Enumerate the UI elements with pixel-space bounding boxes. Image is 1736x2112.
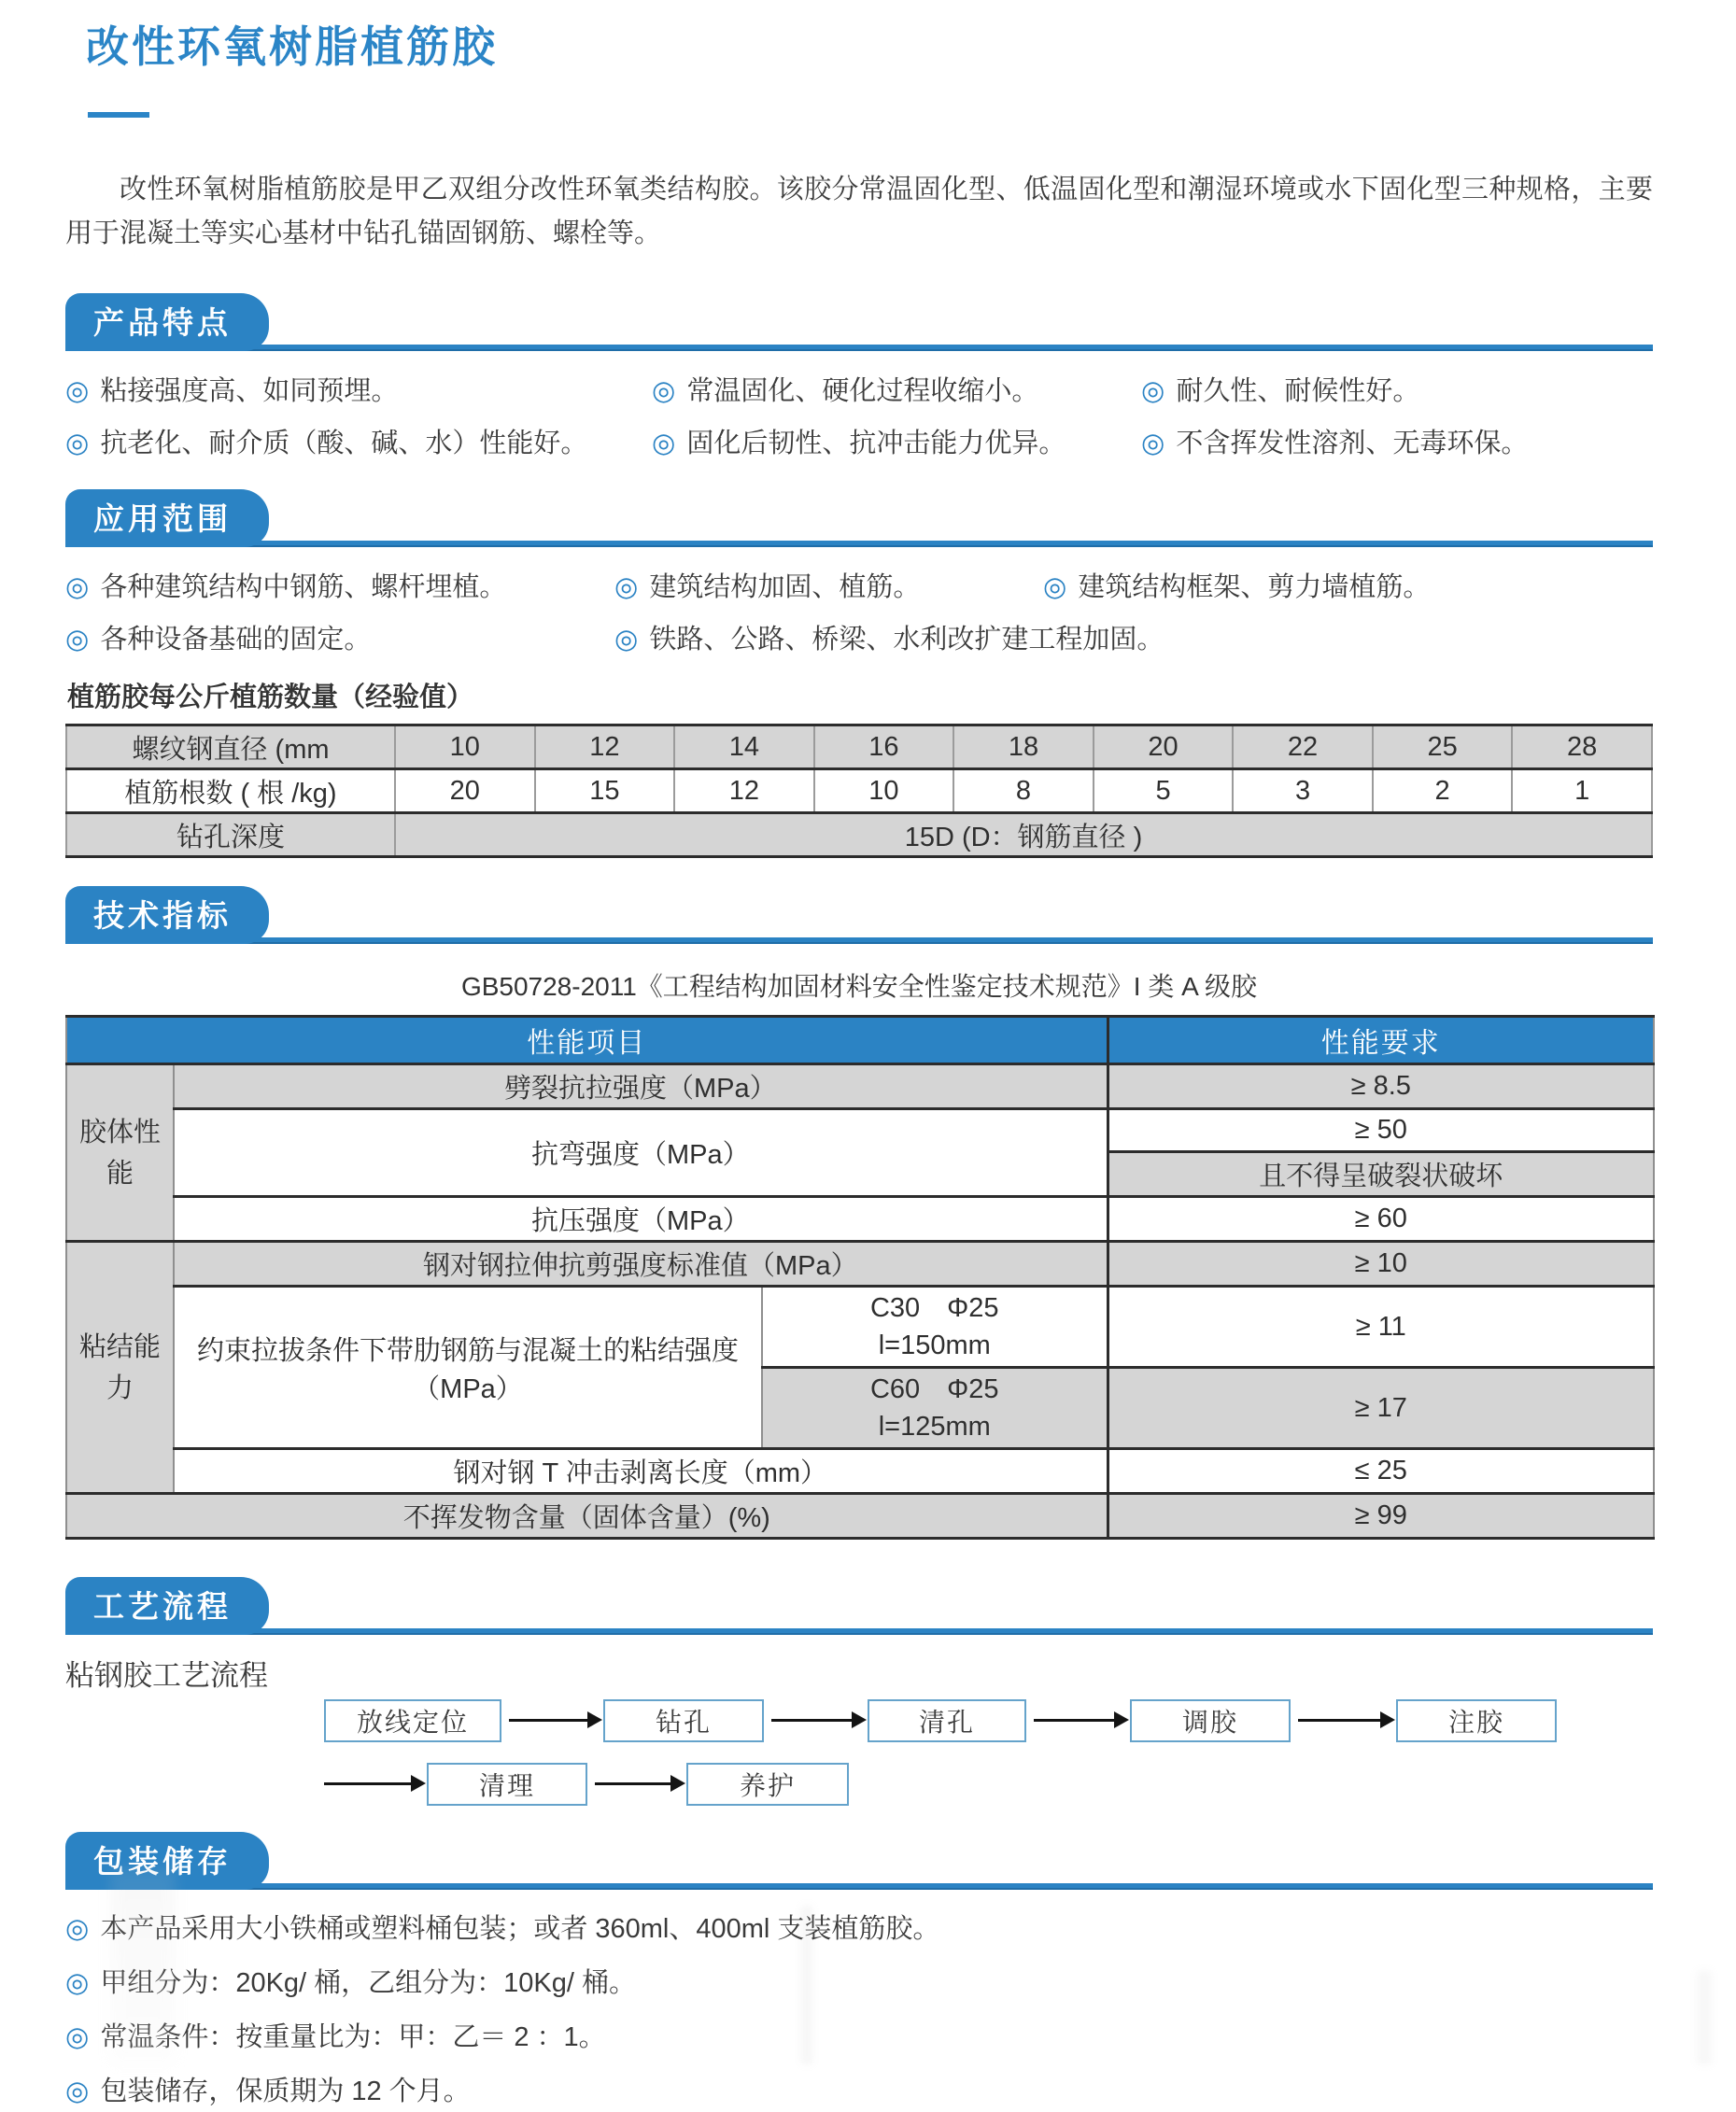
double-circle-bullet-icon: ◎ [614,572,639,602]
list-item [614,568,1043,607]
flow-subtitle: 粘钢胶工艺流程 [65,1659,268,1692]
cell: 20 [1094,725,1234,769]
double-circle-bullet-icon: ◎ [1141,429,1165,458]
list-item [65,2071,1653,2112]
section-header-features [65,293,1653,351]
requirement-value: 且不得呈破裂状破坏 [1108,1152,1654,1197]
list-item [652,424,1141,463]
cell: 12 [674,769,814,813]
feature-text: 抗老化、耐介质（酸、碱、水）性能好。 [100,429,588,458]
flow-step: 清孔 [868,1699,1026,1742]
intro-paragraph: 改性环氧树脂植筋胶是甲乙双组分改性环氧类结构胶。该胶分常温固化型、低温固化型和潮湿环境或水下固化型三种规格，主要用于混凝土等实心基材中钻孔锚固钢筋、螺栓等。 [65,175,1653,248]
cell: 12 [535,725,675,769]
double-circle-bullet-icon: ◎ [65,2077,90,2106]
list-item [1141,372,1653,411]
double-circle-bullet-icon: ◎ [652,376,676,406]
title-underline [88,112,149,118]
table-row [66,1109,1654,1152]
group-label-bond: 粘结能力 [66,1242,174,1494]
section-title: 工艺流程 [93,1588,232,1624]
list-item [65,620,614,659]
application-text: 各种设备基础的固定。 [100,625,372,655]
double-circle-bullet-icon: ◎ [1141,376,1165,406]
feature-text: 耐久性、耐候性好。 [1176,376,1420,406]
flow-arrow-icon [595,1782,671,1785]
list-item [65,1908,1653,1950]
cell: 20 [395,769,535,813]
condition-line: C30 Φ25 [869,1293,999,1323]
flow-arrow-icon [771,1719,853,1722]
property-name: 抗弯强度（MPa） [174,1109,1108,1197]
packaging-list [65,1908,1653,2112]
table-row [66,1287,1654,1368]
condition-line: C60 Φ25 [869,1374,999,1404]
flowchart-row-1 [65,1699,1653,1742]
section-tab-applications [65,489,269,547]
flow-step: 清理 [427,1763,587,1806]
packaging-text: 本产品采用大小铁桶或塑料桶包装；或者 360ml、400ml 支装植筋胶。 [100,1914,940,1944]
column-header-item: 性能项目 [66,1017,1108,1064]
table-row [66,1494,1654,1539]
rebar-table-title: 植筋胶每公斤植筋数量（经验值） [67,683,474,712]
section-tab-process [65,1577,269,1635]
row-label: 植筋根数 ( 根 /kg) [66,769,395,813]
double-circle-bullet-icon: ◎ [614,625,639,655]
section-title: 产品特点 [93,304,232,340]
property-name: 钢对钢 T 冲击剥离长度（mm） [174,1449,1108,1494]
requirement-value: ≥ 10 [1108,1242,1654,1287]
double-circle-bullet-icon: ◎ [652,429,676,458]
section-header-applications [65,489,1653,547]
section-header-packaging [65,1832,1653,1890]
cell: 10 [395,725,535,769]
cell: 16 [814,725,954,769]
cell: 5 [1094,769,1234,813]
packaging-text: 甲组分为：20Kg/ 桶，乙组分为：10Kg/ 桶。 [100,1968,636,1998]
requirement-value: ≥ 50 [1108,1109,1654,1152]
cell: 22 [1233,725,1373,769]
section-header-tech [65,886,1653,944]
section-rule [65,1883,1653,1890]
list-item [65,424,652,463]
section-title: 应用范围 [93,500,232,536]
property-name: 钢对钢拉伸抗剪强度标准值（MPa） [174,1242,1108,1287]
feature-text: 粘接强度高、如同预埋。 [100,376,399,406]
table-row [66,1242,1654,1287]
section-rule [65,345,1653,351]
table-row [66,1064,1654,1109]
double-circle-bullet-icon: ◎ [65,1914,90,1944]
cell: 8 [953,769,1094,813]
applications-list [65,568,1653,659]
list-item [652,372,1141,411]
flow-step: 放线定位 [324,1699,501,1742]
flow-arrow-icon [324,1782,412,1785]
requirement-value: ≥ 99 [1108,1494,1654,1539]
feature-text: 不含挥发性溶剂、无毒环保。 [1176,429,1529,458]
section-title: 包装储存 [93,1843,232,1879]
list-item [65,372,652,411]
flow-step: 调胶 [1130,1699,1291,1742]
list-item [65,1963,1653,2004]
double-circle-bullet-icon: ◎ [65,572,90,602]
requirement-value: ≥ 60 [1108,1197,1654,1242]
application-text: 铁路、公路、桥梁、水利改扩建工程加固。 [649,625,1164,655]
condition-line: l=150mm [878,1331,991,1360]
condition-line: l=125mm [878,1412,991,1442]
section-rule [65,541,1653,547]
section-tab-tech [65,886,269,944]
table-row [66,1197,1654,1242]
condition-cell [762,1368,1108,1449]
cell: 15D (D：钢筋直径 ) [395,813,1652,857]
section-tab-features [65,293,269,351]
features-list [65,372,1653,463]
flow-step: 钻孔 [603,1699,764,1742]
flow-step: 注胶 [1396,1699,1557,1742]
cell: 3 [1233,769,1373,813]
property-name: 抗压强度（MPa） [174,1197,1108,1242]
flow-arrow-icon [1298,1719,1381,1722]
table-header-row [66,1017,1654,1064]
requirement-value: ≥ 17 [1108,1368,1654,1449]
cell: 15 [535,769,675,813]
double-circle-bullet-icon: ◎ [65,376,90,406]
table-row [66,769,1652,813]
cell: 2 [1373,769,1513,813]
rebar-count-table [65,724,1653,858]
double-circle-bullet-icon: ◎ [1043,572,1067,602]
section-title: 技术指标 [93,897,232,933]
table-row [66,1449,1654,1494]
cell: 1 [1512,769,1652,813]
feature-text: 固化后韧性、抗冲击能力优异。 [686,429,1066,458]
watermark-artifact [1697,1971,1712,2064]
requirement-value: ≥ 8.5 [1108,1064,1654,1109]
flow-arrow-icon [509,1719,588,1722]
double-circle-bullet-icon: ◎ [65,429,90,458]
section-rule [65,937,1653,944]
cell: 28 [1512,725,1652,769]
section-tab-packaging [65,1832,269,1890]
list-item [1043,568,1653,607]
standard-note: GB50728-2011《工程结构加固材料安全性鉴定技术规范》I 类 A 级胶 [460,972,1258,1001]
table-row [66,813,1652,857]
page-title: 改性环氧树脂植筋胶 [86,22,498,71]
row-label: 钻孔深度 [66,813,395,857]
property-name: 约束拉拔条件下带肋钢筋与混凝土的粘结强度（MPa） [174,1287,762,1449]
row-label: 螺纹钢直径 (mm [66,725,395,769]
property-name: 劈裂抗拉强度（MPa） [174,1064,1108,1109]
flow-step: 养护 [686,1763,849,1806]
condition-cell [762,1287,1108,1368]
packaging-text: 常温条件：按重量比为：甲：乙＝ 2 ：1。 [100,2022,606,2052]
list-item [65,2017,1653,2058]
application-text: 各种建筑结构中钢筋、螺杆埋植。 [100,572,507,602]
list-item [614,620,1653,659]
requirement-value: ≤ 25 [1108,1449,1654,1494]
table-row [66,725,1652,769]
cell: 10 [814,769,954,813]
spec-table [65,1015,1655,1540]
application-text: 建筑结构框架、剪力墙植筋。 [1078,572,1431,602]
property-name: 不挥发物含量（固体含量）(%) [66,1494,1108,1539]
flowchart-row-2 [65,1763,1653,1806]
feature-text: 常温固化、硬化过程收缩小。 [686,376,1039,406]
cell: 18 [953,725,1094,769]
group-label-adhesive: 胶体性能 [66,1064,174,1242]
cell: 14 [674,725,814,769]
list-item [65,568,614,607]
application-text: 建筑结构加固、植筋。 [649,572,921,602]
document-page [65,0,1653,2112]
double-circle-bullet-icon: ◎ [65,625,90,655]
flow-arrow-icon [1034,1719,1115,1722]
list-item [1141,424,1653,463]
double-circle-bullet-icon: ◎ [65,1968,90,1998]
double-circle-bullet-icon: ◎ [65,2022,90,2052]
requirement-value: ≥ 11 [1108,1287,1654,1368]
section-header-process [65,1577,1653,1635]
section-rule [65,1628,1653,1635]
cell: 25 [1373,725,1513,769]
column-header-requirement: 性能要求 [1108,1017,1654,1064]
packaging-text: 包装储存，保质期为 12 个月。 [100,2077,471,2106]
